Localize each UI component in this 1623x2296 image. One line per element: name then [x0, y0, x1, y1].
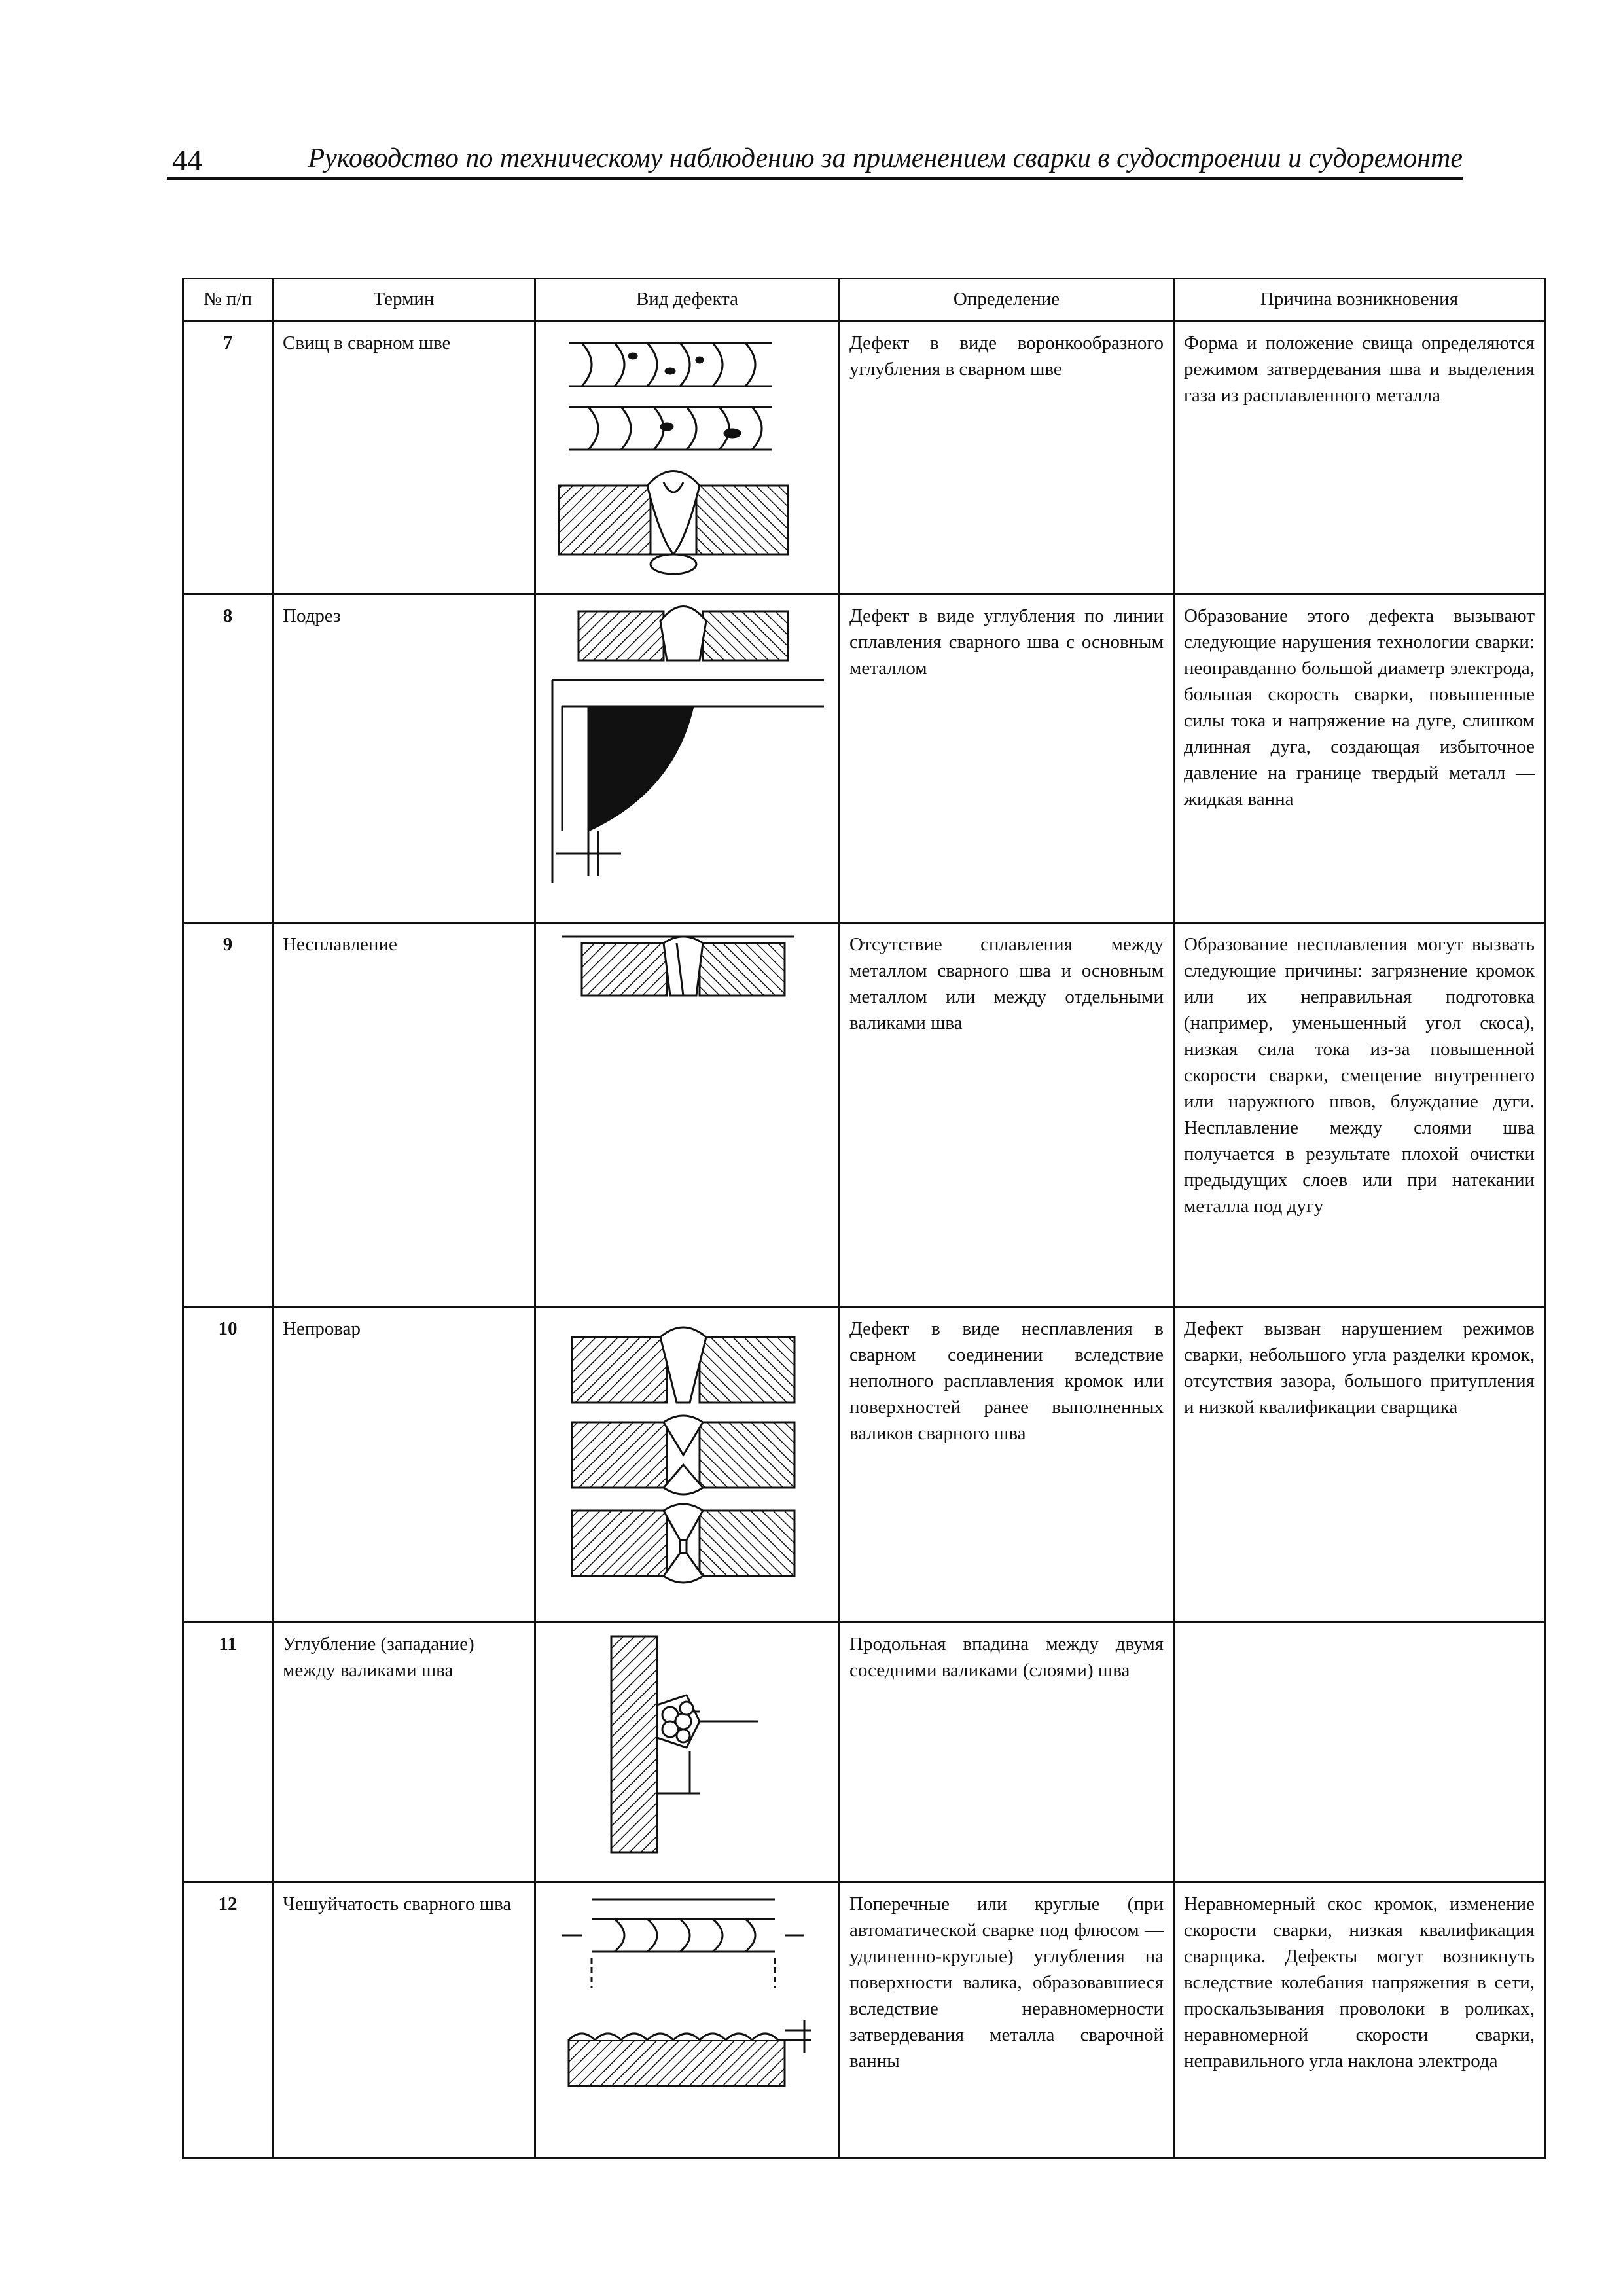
- row-definition: Отсутствие сплавления между металлом сварного шва и основным металлом или между отдельными валиками шва: [840, 923, 1174, 1307]
- incomplete-penetration-figure: [536, 1308, 838, 1605]
- row-definition: Дефект в виде углубления по линии сплавления сварного шва с основным металлом: [840, 594, 1174, 923]
- defect-figure-cell: [535, 1623, 840, 1882]
- row-cause: [1174, 1623, 1545, 1882]
- table-header-row: [183, 279, 1545, 321]
- table-row: [183, 594, 1545, 923]
- page-number: 44: [172, 143, 202, 177]
- fistula-figure: [536, 322, 838, 577]
- defect-figure-cell: [535, 594, 840, 923]
- row-cause: Дефект вызван нарушением режимов сварки, небольшого угла разделки кромок, отсутствия зазора, большого притупления и низкой квалификации сварщика: [1174, 1307, 1545, 1623]
- row-term: Несплавление: [273, 923, 535, 1307]
- row-number: 11: [183, 1623, 273, 1882]
- row-cause: Форма и положение свища определяются режимом затвердевания шва и выделения газа из расплавленного металла: [1174, 321, 1545, 594]
- section-1: [572, 1327, 794, 1403]
- header-rule: [167, 177, 1463, 180]
- col-header-number: № п/п: [183, 279, 273, 321]
- row-cause: Образование этого дефекта вызывают следующие нарушения технологии сварки: неоправданно большой диаметр электрода, большая скорость сварки, повышенные силы тока и напряжение на дуге, слишком длинная дуга, создающая избыточное давление на границе твердый металл — жидкая ванна: [1174, 594, 1545, 923]
- lack-of-fusion-figure: [536, 924, 838, 1290]
- weld-top-view-1: [569, 343, 772, 386]
- row-number: 12: [183, 1882, 273, 2159]
- row-definition: Дефект в виде воронкообразного углубления в сварном шве: [840, 321, 1174, 594]
- undercut-figure: [536, 595, 838, 906]
- table-row: [183, 1623, 1545, 1882]
- col-header-cause: Причина возникновения: [1174, 279, 1545, 321]
- col-header-definition: Определение: [840, 279, 1174, 321]
- table-row: [183, 1882, 1545, 2159]
- row-definition: Продольная впадина между двумя соседними валиками (слоями) шва: [840, 1623, 1174, 1882]
- page-header: [167, 143, 1463, 179]
- scaly-top-view: [562, 1899, 804, 1988]
- table-row: [183, 1307, 1545, 1623]
- defect-figure-cell: [535, 1882, 840, 2159]
- row-number: 9: [183, 923, 273, 1307]
- row-term: Чешуйчатость сварного шва: [273, 1882, 535, 2159]
- row-definition: Поперечные или круглые (при автоматической сварке под флюсом — удлиненно-круглые) углубления на поверхности валика, образовавшиеся вследствие неравномерности затвердевания металла сварочной ванны: [840, 1882, 1174, 2159]
- row-definition: Дефект в виде несплавления в сварном соединении вследствие неполного расплавления кромок или поверхностей ранее выполненных валиков сварного шва: [840, 1307, 1174, 1623]
- defect-figure-cell: [535, 1307, 840, 1623]
- row-term: Углубление (западание) между валиками шва: [273, 1623, 535, 1882]
- defect-figure-cell: [535, 321, 840, 594]
- defects-table: [182, 278, 1546, 2159]
- row-term: Свищ в сварном шве: [273, 321, 535, 594]
- row-number: 10: [183, 1307, 273, 1623]
- weld-top-view-2: [569, 407, 772, 450]
- col-header-defect-view: Вид дефекта: [535, 279, 840, 321]
- row-cause: Образование несплавления могут вызвать следующие причины: загрязнение кромок или их неправильная подготовка (например, уменьшенный угол скоса), низкая сила тока из-за повышенной скорости сварки, смещение внутреннего или наружного швов, блуждание дуги. Несплавление между слоями шва получается в результате плохой очистки предыдущих слоев или при натекании металла под дугу: [1174, 923, 1545, 1307]
- section-2: [572, 1416, 794, 1494]
- row-cause: Неравномерный скос кромок, изменение скорости сварки, низкая квалификация сварщика. Дефекты могут возникнуть вследствие колебания напряжения в сети, проскальзывания проволоки в роликах, неравномерной скорости сварки, неправильного угла наклона электрода: [1174, 1882, 1545, 2159]
- table-row: [183, 321, 1545, 594]
- defect-figure-cell: [535, 923, 840, 1307]
- running-title: Руководство по техническому наблюдению за применением сварки в судостроении и судоремонте: [308, 143, 1463, 173]
- col-header-term: Термин: [273, 279, 535, 321]
- row-term: Подрез: [273, 594, 535, 923]
- row-number: 7: [183, 321, 273, 594]
- scaly-side-view: [569, 2020, 811, 2086]
- section-3: [572, 1504, 794, 1583]
- undercut-cross-section: [579, 607, 788, 661]
- row-term: Непровар: [273, 1307, 535, 1623]
- weld-cross-section: [559, 471, 788, 575]
- scaly-weld-figure: [536, 1883, 838, 2142]
- table-row: [183, 923, 1545, 1307]
- groove-between-beads-figure: [536, 1623, 838, 1865]
- row-number: 8: [183, 594, 273, 923]
- fillet-undercut: [552, 680, 824, 883]
